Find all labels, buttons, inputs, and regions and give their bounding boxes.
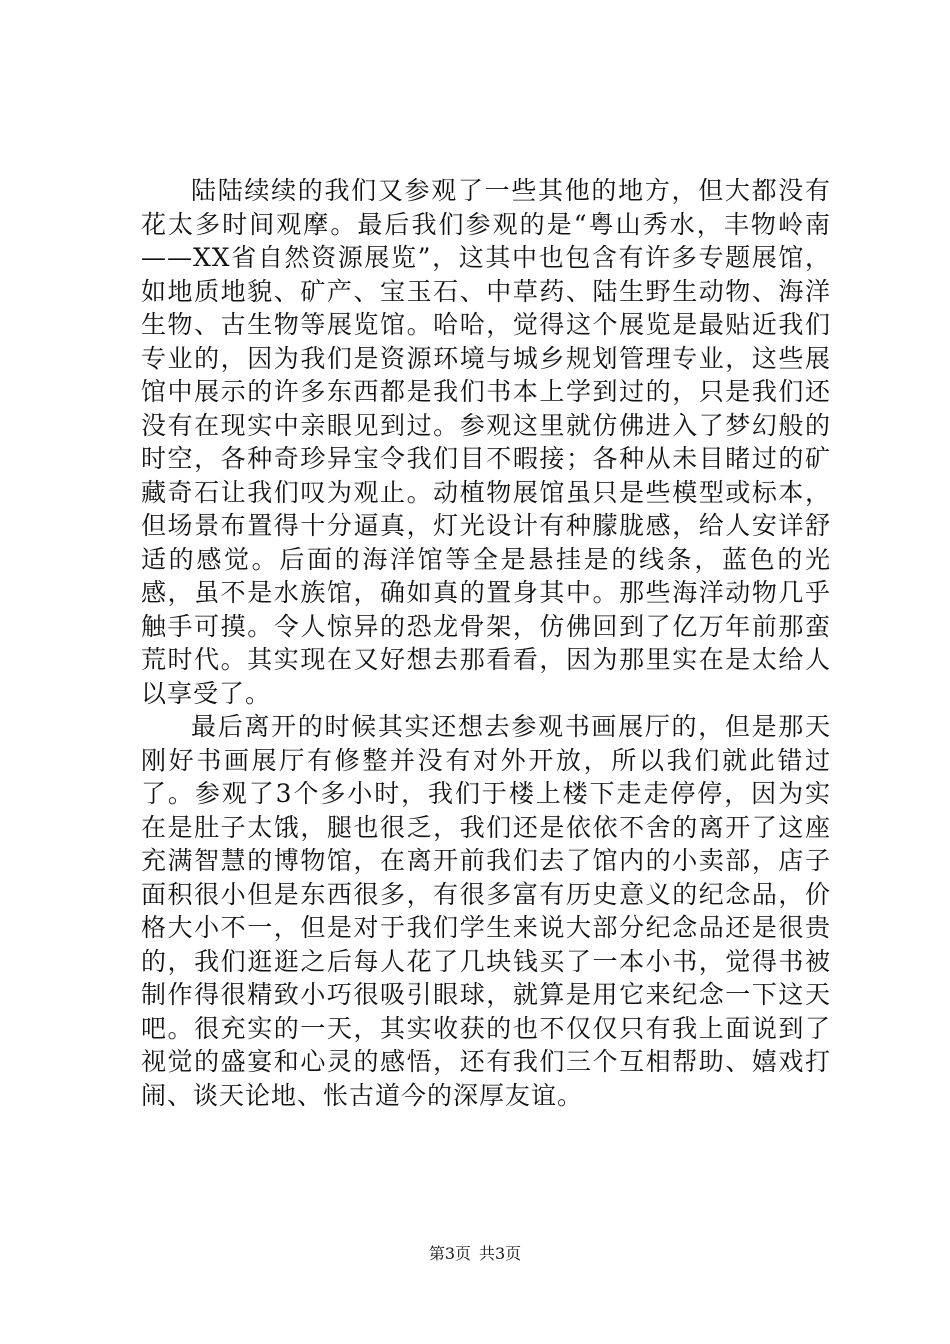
page-total: 共3页 (479, 1244, 522, 1263)
paragraph-1: 陆陆续续的我们又参观了一些其他的地方，但大都没有花太多时间观摩。最后我们参观的是“粤山秀水，丰物岭南——XX省自然资源展览”，这其中也包含有许多专题展馆，如地质地貌、矿产、宝玉石、中草药、陆生野生动物、海洋生物、古生物等展览馆。哈哈，觉得这个展览是最贴近我们专业的，因为我们是资源环境与城乡规划管理专业，这些展馆中展示的许多东西都是我们书本上学到过的，只是我们还没有在现实中亲眼见到过。参观这里就仿佛进入了梦幻般的时空，各种奇珍异宝令我们目不暇接；各种从未目睹过的矿藏奇石让我们叹为观止。动植物展馆虽只是些模型或标本，但场景布置得十分逼真，灯光设计有种朦胧感，给人安详舒适的感觉。后面的海洋馆等全是悬挂是的线条，蓝色的光感，虽不是水族馆，确如真的置身其中。那些海洋动物几乎触手可摸。令人惊异的恐龙骨架，仿佛回到了亿万年前那蛮荒时代。其实现在又好想去那看看，因为那里实在是太给人以享受了。 (141, 176, 831, 708)
page-footer (0, 1244, 950, 1264)
document-body (141, 174, 831, 1112)
page-number: 第3页 (428, 1244, 471, 1263)
paragraph-2: 最后离开的时候其实还想去参观书画展厅的，但是那天刚好书画展厅有修整并没有对外开放，所以我们就此错过了。参观了3个多小时，我们于楼上楼下走走停停，因为实在是肚子太饿，腿也很乏，我们还是依依不舍的离开了这座充满智慧的博物馆，在离开前我们去了馆内的小卖部，店子面积很小但是东西很多，有很多富有历史意义的纪念品，价格大小不一，但是对于我们学生来说大部分纪念品还是很贵的，我们逛逛之后每人花了几块钱买了一本小书，觉得书被制作得很精致小巧很吸引眼球，就算是用它来纪念一下这天吧。很充实的一天，其实收获的也不仅仅只有我上面说到了视觉的盛宴和心灵的感悟，还有我们三个互相帮助、嬉戏打闹、谈天论地、怅古道今的深厚友谊。 (141, 712, 831, 1110)
